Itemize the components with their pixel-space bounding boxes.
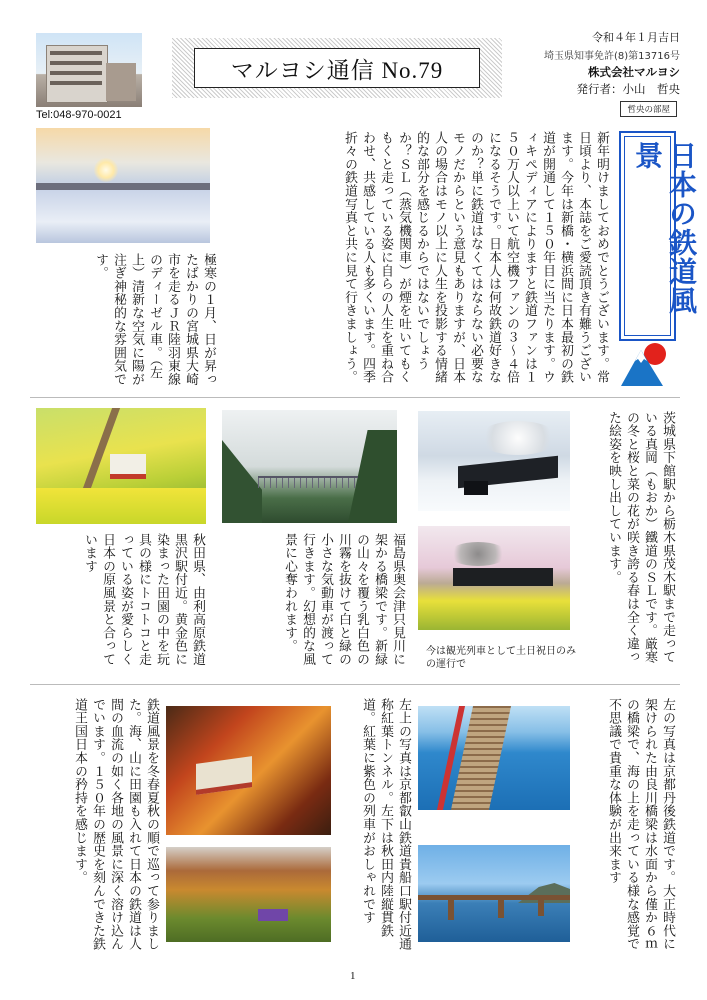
akita-rice-field-text: 秋田県、由利高原鉄道黒沢駅付近。黄金色に染まった田園の中を玩具の様にトコトコと走っている姿が愛らしく日本の原風景と合っています — [82, 533, 205, 666]
license-number: 埼玉県知事免許(8)第13716号 — [544, 51, 680, 62]
moka-photo-caption: 今は観光列車として土日祝日のみの運行で — [426, 646, 576, 670]
sl-spring-photo — [418, 526, 570, 630]
mount-fuji-icon — [617, 340, 671, 388]
moka-sl-text: 茨城県下館駅から栃木県茂木駅まで走っている真岡（もおか）鐵道のＳＬです。厳寒の冬と桜と菜の花が咲き誇る春は全く違った絵姿を映し出しています。 — [606, 411, 675, 664]
issue-date: 令和４年１月吉日 — [592, 31, 680, 44]
feature-title: 日本の鉄道風景 — [631, 141, 698, 315]
company-name: 株式会社マルヨシ — [588, 65, 680, 79]
purple-train-autumn-photo — [166, 847, 331, 942]
momiji-tunnel-photo — [166, 706, 331, 835]
publisher: 発行者：小山 哲央 — [576, 82, 680, 96]
snow-train-photo — [36, 128, 210, 243]
rapeseed-train-photo — [36, 408, 206, 524]
title-box-frame — [172, 38, 502, 98]
intro-text: 新年明けましておめでとうございます。常日頃より、本誌をご愛読頂き有難うございます。今年は新橋・横浜間に日本最初の鉄道が開通して１５０年目に当たります。ウィキペディアによりますと鉄道ファンは１５０万人以上いて航空機ファンの３～４倍になるそうです。日本人は何故鉄道好きなのか？単に鉄道はなくてはならない必要なモノだからという意見もありますが、日本人の場合はモノ以上に人生を投影する情緒的な部分を感じるからではないでしょうか？ＳＬ（蒸気機関車）が煙を吐いてもくもくと走っている姿に自らの人生を重ね合わせ、共感している人も多くいます。四季折々の鉄道写真と共に見て行きましょう。 — [342, 131, 609, 384]
divider-2 — [30, 684, 680, 685]
divider-1 — [30, 397, 680, 398]
page-number: 1 — [350, 970, 356, 982]
closing-text: 鉄道風景を冬春夏秋の順で巡って参りました。海、山に田園も入れて日本の鉄道は人間の血流の如く各地の風景に深く溶け込んでいます。１５０年の歴史を刻んできた鉄道王国日本の矜持を感じます。 — [72, 698, 159, 951]
fukushima-bridge-text: 福島県奥会津只見川に架かる橋梁です。新緑の山々を覆う乳白色の川霧を抜けて白と緑の小さな気動車が渡って行きます。幻想的な風景に心奪われます。 — [282, 533, 405, 666]
sl-winter-photo — [418, 411, 570, 511]
feature-title-box — [619, 131, 698, 341]
snow-train-caption: 極寒の１月、日が昇ったばかりの宮城県大崎市を走るＪＲ陸羽東線のディーゼル車。（左上）清新な空気に陽が注ぎ神秘的な雰囲気です。 — [93, 253, 216, 386]
section-tag: 哲央の部屋 — [620, 101, 677, 117]
newsletter-title: マルヨシ通信 No.79 — [230, 57, 444, 83]
tel-number: Tel:048-970-0021 — [36, 109, 122, 121]
newsletter-title-box — [194, 48, 480, 88]
tango-railway-text: 左の写真は京都丹後鉄道です。大正時代に架けられた由良川橋梁は水面から僅か６ｍの橋梁で、海の上を走っている様な感覚で不思議で貴重な体験が出来ます — [606, 698, 675, 951]
kyoto-eizan-text: 左上の写真は京都叡山鉄道貴船口駅付近通称紅葉トンネル。左下は秋田内陸縦貫鉄道。紅葉に紫色の列車がおしゃれです — [360, 698, 411, 951]
yura-bridge-bottom-photo — [418, 845, 570, 942]
misty-bridge-photo — [222, 410, 397, 523]
building-photo — [36, 33, 142, 107]
yura-bridge-top-photo — [418, 706, 570, 810]
